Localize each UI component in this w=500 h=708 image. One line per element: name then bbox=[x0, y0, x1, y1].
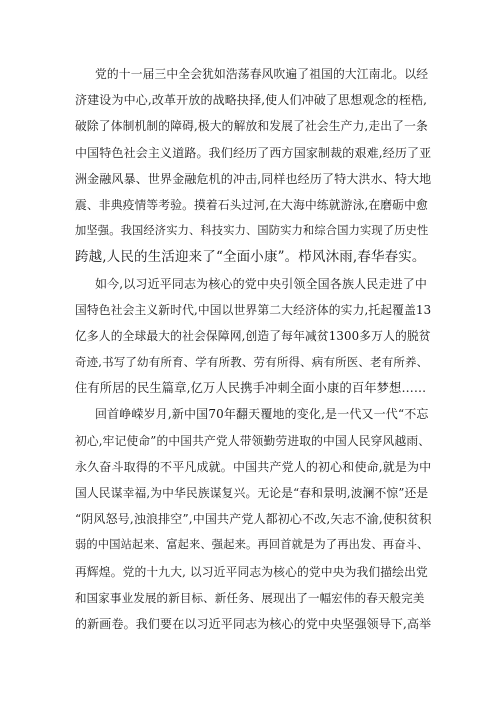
paragraph-line: 破除了体制机制的障碍,极大的解放和发展了社会生产力,走出了一条 bbox=[75, 119, 428, 134]
paragraph-line: 济建设为中心,改革开放的战略抉择,使人们冲破了思想观念的桎梏, bbox=[75, 93, 428, 108]
paragraph-line: 永久奋斗取得的不平凡成就。中国共产党人的初心和使命,就是为中 bbox=[75, 459, 432, 474]
paragraph-line: 党的十一届三中全会犹如浩荡春风吹遍了祖国的大江南北。以经 bbox=[95, 67, 429, 81]
paragraph-line: 国特色社会主义新时代,中国以世界第二大经济体的实力,托起覆盖13 bbox=[75, 302, 432, 317]
paragraph-line: 和国家事业发展的新目标、新任务、展现出了一幅宏伟的春天般完美 bbox=[75, 590, 425, 605]
paragraph-line: 奇迹,书写了幼有所育、学有所教、劳有所得、病有所医、老有所养、 bbox=[75, 355, 429, 370]
body-text bbox=[75, 61, 431, 637]
paragraph-line: 跨越,人民的生活迎来了“全面小康”。栉风沐雨,春华春实。 bbox=[75, 249, 426, 266]
paragraph-line: 住有所居的民生篇章,亿万人民携手冲刺全面小康的百年梦想…… bbox=[75, 381, 427, 396]
paragraph-line: 如今,以习近平同志为核心的党中央引领全国各族人民走进了中 bbox=[95, 276, 428, 291]
paragraph-line: 回首峥嵘岁月,新中国70年翻天覆地的变化,是一代又一代“不忘 bbox=[95, 407, 429, 422]
paragraph-line: 洲金融风暴、世界金融危机的冲击,同样也经历了特大洪水、特大地 bbox=[75, 171, 432, 186]
paragraph-line: 国人民谋幸福,为中华民族谋复兴。无论是“春和景明,波澜不惊”还是 bbox=[75, 486, 429, 500]
paragraph-line: 震、非典疫情等考验。摸着石头过河,在大海中练就游泳,在磨砺中愈 bbox=[75, 197, 428, 212]
paragraph-line: 再辉煌。党的十九大, 以习近平同志为核心的党中央为我们描绘出党 bbox=[75, 564, 428, 579]
paragraph-line: 弱的中国站起来、富起来、强起来。再回首就是为了再出发、再奋斗、 bbox=[75, 538, 429, 552]
paragraph-line: 初心,牢记使命”的中国共产党人带领勤劳进取的中国人民穿风越雨、 bbox=[75, 433, 431, 448]
paragraph-line: 亿多人的全球最大的社会保障网,创造了每年减贫1300多万人的脱贫 bbox=[75, 328, 431, 343]
paragraph-line: 加坚强。我国经济实力、科技实力、国防实力和综合国力实现了历史性 bbox=[75, 224, 429, 238]
paragraph-line: 中国特色社会主义道路。我们经历了西方国家制裁的艰难,经历了亚 bbox=[75, 145, 432, 160]
paragraph-line: “阴风怒号,浊浪排空”,中国共产党人都初心不改,矢志不渝,使积贫积 bbox=[75, 512, 432, 527]
paragraph-line: 的新画卷。我们要在以习近平同志为核心的党中央坚强领导下,高举 bbox=[75, 616, 432, 631]
